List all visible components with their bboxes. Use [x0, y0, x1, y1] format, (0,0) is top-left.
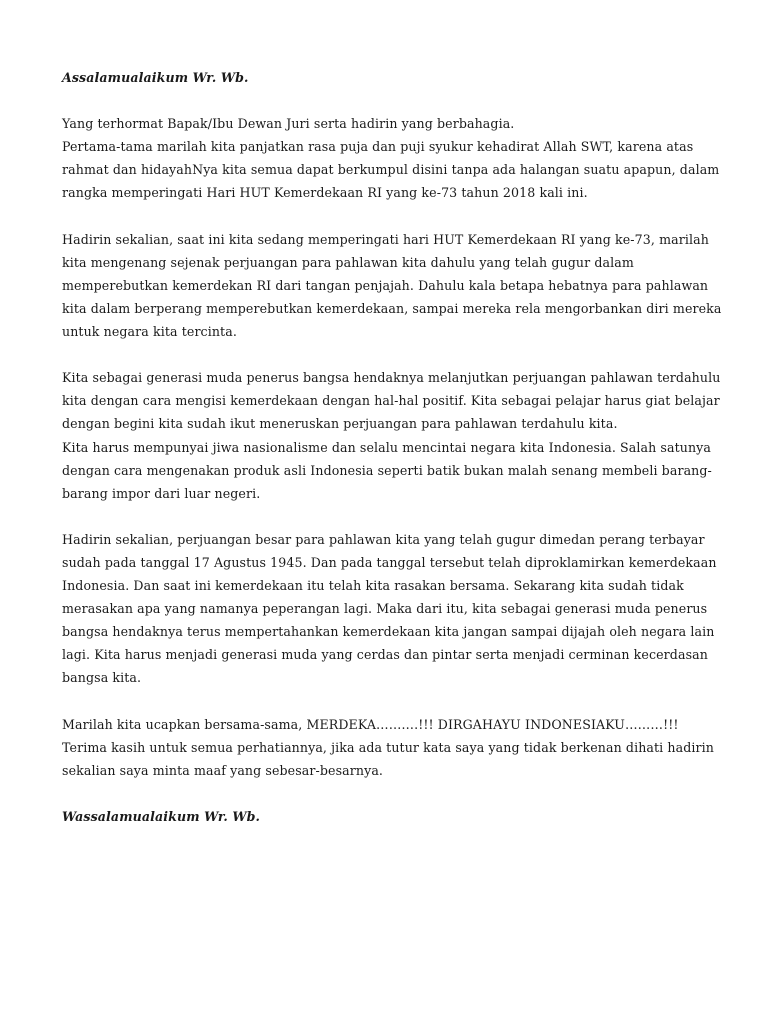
text-line: kita dalam berperang memperebutkan kemerdekaan, sampai mereka rela mengorbankan diri mereka	[62, 300, 722, 316]
text-line: Yang terhormat Bapak/Ibu Dewan Juri serta hadirin yang berbahagia.	[62, 116, 515, 132]
paragraph-4	[62, 528, 718, 690]
text-line: bangsa hendaknya terus mempertahankan kemerdekaan kita jangan sampai dijajah oleh negara lain	[62, 624, 715, 640]
text-line: memperebutkan kemerdekan RI dari tangan penjajah. Dahulu kala betapa hebatnya para pahlawan	[62, 277, 709, 293]
text-line: rahmat dan hidayahNya kita semua dapat berkumpul disini tanpa ada halangan suatu apapun, dalam	[62, 162, 720, 178]
paragraph-5	[62, 713, 718, 782]
paragraph-1	[62, 112, 718, 204]
speech-text	[62, 66, 722, 828]
paragraph-3	[62, 366, 721, 505]
closing-greeting: Wassalamualaikum Wr. Wb.	[62, 809, 261, 824]
text-line: kita mengenang sejenak perjuangan para pahlawan kita dahulu yang telah gugur dalam	[62, 254, 634, 270]
text-line: sudah pada tanggal 17 Agustus 1945. Dan pada tanggal tersebut telah diproklamirkan kemerdekaan	[62, 554, 717, 570]
text-line: Marilah kita ucapkan bersama-sama, MERDEKA……….!!! DIRGAHAYU INDONESIAKU………!!!	[62, 716, 679, 732]
text-line: Hadirin sekalian, perjuangan besar para pahlawan kita yang telah gugur dimedan perang terbayar	[62, 531, 705, 547]
text-line: kita dengan cara mengisi kemerdekaan dengan hal-hal positif. Kita sebagai pelajar harus giat belajar	[62, 393, 720, 409]
text-line: Indonesia. Dan saat ini kemerdekaan itu telah kita rasakan bersama. Sekarang kita sudah tidak	[62, 578, 684, 594]
text-line: lagi. Kita harus menjadi generasi muda yang cerdas dan pintar serta menjadi cerminan kecerdasan	[62, 647, 708, 663]
paragraph-2	[62, 228, 722, 343]
text-line: Kita sebagai generasi muda penerus bangsa hendaknya melanjutkan perjuangan pahlawan terdahulu	[62, 370, 721, 386]
text-line: rangka memperingati Hari HUT Kemerdekaan RI yang ke-73 tahun 2018 kali ini.	[62, 185, 588, 201]
text-line: barang impor dari luar negeri.	[62, 485, 261, 501]
text-line: untuk negara kita tercinta.	[62, 324, 237, 340]
text-line: Pertama-tama marilah kita panjatkan rasa puja dan puji syukur kehadirat Allah SWT, karena atas	[62, 139, 694, 155]
text-line: bangsa kita.	[62, 670, 142, 686]
text-line: sekalian saya minta maaf yang sebesar-besarnya.	[62, 762, 384, 778]
text-line: Terima kasih untuk semua perhatiannya, jika ada tutur kata saya yang tidak berkenan dihati hadirin	[62, 739, 714, 755]
text-line: merasakan apa yang namanya peperangan lagi. Maka dari itu, kita sebagai generasi muda penerus	[62, 601, 708, 617]
text-line: Kita harus mempunyai jiwa nasionalisme dan selalu mencintai negara kita Indonesia. Salah satunya	[62, 439, 711, 455]
text-line: dengan cara mengenakan produk asli Indonesia seperti batik bukan malah senang membeli barang-	[62, 462, 712, 478]
opening-paragraph	[62, 66, 718, 89]
text-line: Hadirin sekalian, saat ini kita sedang memperingati hari HUT Kemerdekaan RI yang ke-73, marilah	[62, 231, 709, 247]
closing-paragraph	[62, 805, 718, 828]
opening-greeting: Assalamualaikum Wr. Wb.	[62, 70, 249, 85]
text-line: dengan begini kita sudah ikut meneruskan perjuangan para pahlawan terdahulu kita.	[62, 416, 618, 432]
